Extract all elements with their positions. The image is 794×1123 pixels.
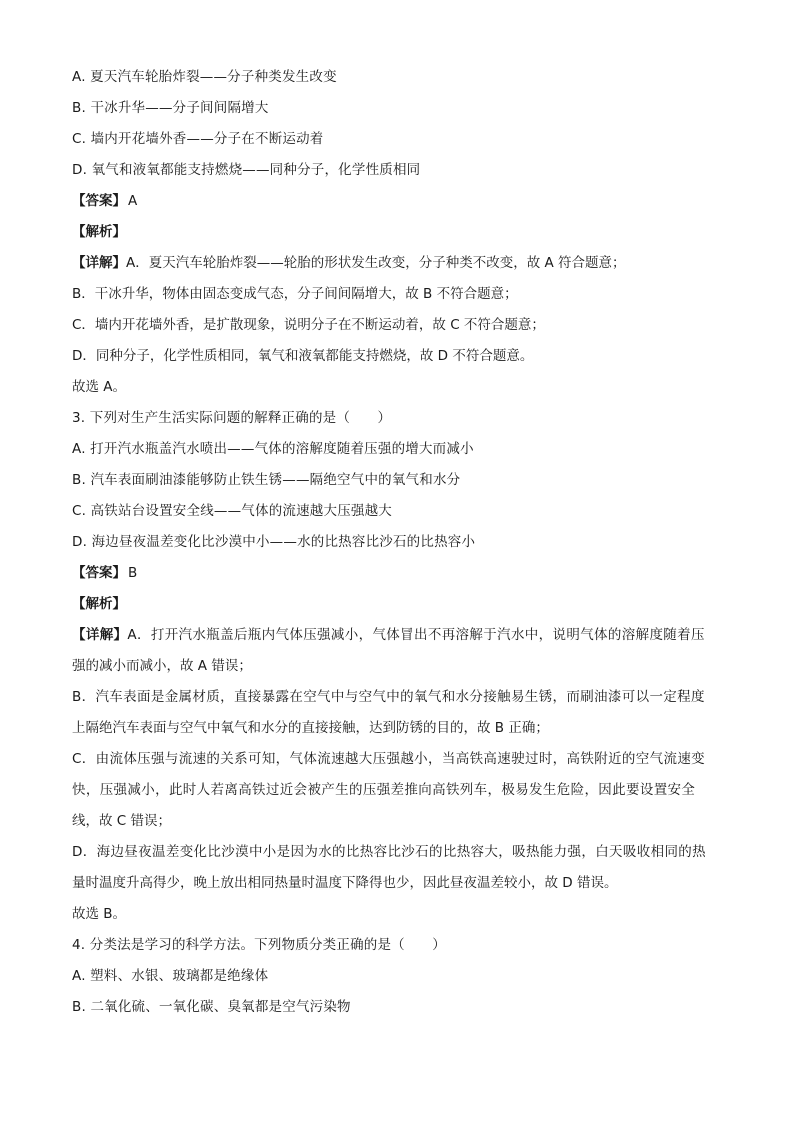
q2-detail-line: B．干冰升华，物体由固态变成气态，分子间间隔增大，故 B 不符合题意； [72, 286, 518, 302]
q3-analysis [72, 589, 724, 620]
analysis-tag: 【解析】 [72, 596, 126, 612]
q3-detail-line: 强的减小而减小，故 A 错误； [72, 658, 252, 674]
detail-tag: 【详解】 [72, 627, 128, 643]
q3-detail-line: 线，故 C 错误； [72, 813, 172, 829]
q2-detail-line [72, 248, 724, 279]
q3-detail-line: 快，压强减小，此时人若离高铁过近会被产生的压强差推向高铁列车，极易发生危险，因此要设置安全 [72, 782, 696, 798]
q3-stem: 3. 下列对生产生活实际问题的解释正确的是（ ） [72, 410, 392, 426]
q2-answer [72, 186, 724, 217]
answer-tag: 【答案】 [72, 565, 126, 581]
q2-analysis [72, 217, 724, 248]
answer-value: A [128, 193, 138, 209]
q4-option-a: A. 塑料、水银、玻璃都是绝缘体 [72, 968, 269, 984]
q3-detail-line: B．汽车表面是金属材质，直接暴露在空气中与空气中的氧气和水分接触易生锈，而刷油漆可以一定程度 [72, 689, 705, 705]
q3-detail-line [72, 620, 724, 651]
q3-answer [72, 558, 724, 589]
q3-option-b: B. 汽车表面刷油漆能够防止铁生锈——隔绝空气中的氧气和水分 [72, 472, 461, 488]
q3-detail-line: 上隔绝汽车表面与空气中氧气和水分的直接接触，达到防锈的目的，故 B 正确； [72, 720, 549, 736]
q2-option-c: C. 墙内开花墙外香——分子在不断运动着 [72, 131, 324, 147]
detail-text: A．夏天汽车轮胎炸裂——轮胎的形状发生改变，分子种类不改变，故 A 符合题意； [126, 255, 626, 271]
q3-detail-line: 量时温度升高得少，晚上放出相同热量时温度下降得也少，因此昼夜温差较小，故 D 错误。 [72, 875, 618, 891]
answer-value: B [128, 565, 138, 581]
q3-option-c: C. 高铁站台设置安全线——气体的流速越大压强越大 [72, 503, 393, 519]
q4-option-b: B. 二氧化硫、一氧化碳、臭氧都是空气污染物 [72, 999, 351, 1015]
q3-option-a: A. 打开汽水瓶盖汽水喷出——气体的溶解度随着压强的增大而减小 [72, 441, 474, 457]
q2-option-a: A. 夏天汽车轮胎炸裂——分子种类发生改变 [72, 69, 337, 85]
answer-tag: 【答案】 [72, 193, 126, 209]
q2-detail-line: C．墙内开花墙外香，是扩散现象，说明分子在不断运动着，故 C 不符合题意； [72, 317, 545, 333]
detail-text: A．打开汽水瓶盖后瓶内气体压强减小，气体冒出不再溶解于汽水中，说明气体的溶解度随着压 [127, 627, 705, 643]
q3-option-d: D. 海边昼夜温差变化比沙漠中小——水的比热容比沙石的比热容小 [72, 534, 476, 550]
q3-detail-line: C．由流体压强与流速的关系可知，气体流速越大压强越小，当高铁高速驶过时，高铁附近的空气流速变 [72, 751, 706, 767]
q2-detail-line: D．同种分子，化学性质相同，氧气和液氧都能支持燃烧，故 D 不符合题意。 [72, 348, 534, 364]
q2-conclusion: 故选 A。 [72, 379, 127, 395]
q2-option-b: B. 干冰升华——分子间间隔增大 [72, 100, 269, 116]
q3-detail-line: D．海边昼夜温差变化比沙漠中小是因为水的比热容比沙石的比热容大，吸热能力强，白天吸收相同的热 [72, 844, 706, 860]
q3-conclusion: 故选 B。 [72, 906, 127, 922]
q4-stem: 4. 分类法是学习的科学方法。下列物质分类正确的是（ ） [72, 937, 446, 953]
q2-option-d: D. 氧气和液氧都能支持燃烧——同种分子，化学性质相同 [72, 162, 421, 178]
analysis-tag: 【解析】 [72, 224, 126, 240]
detail-tag: 【详解】 [72, 255, 126, 271]
